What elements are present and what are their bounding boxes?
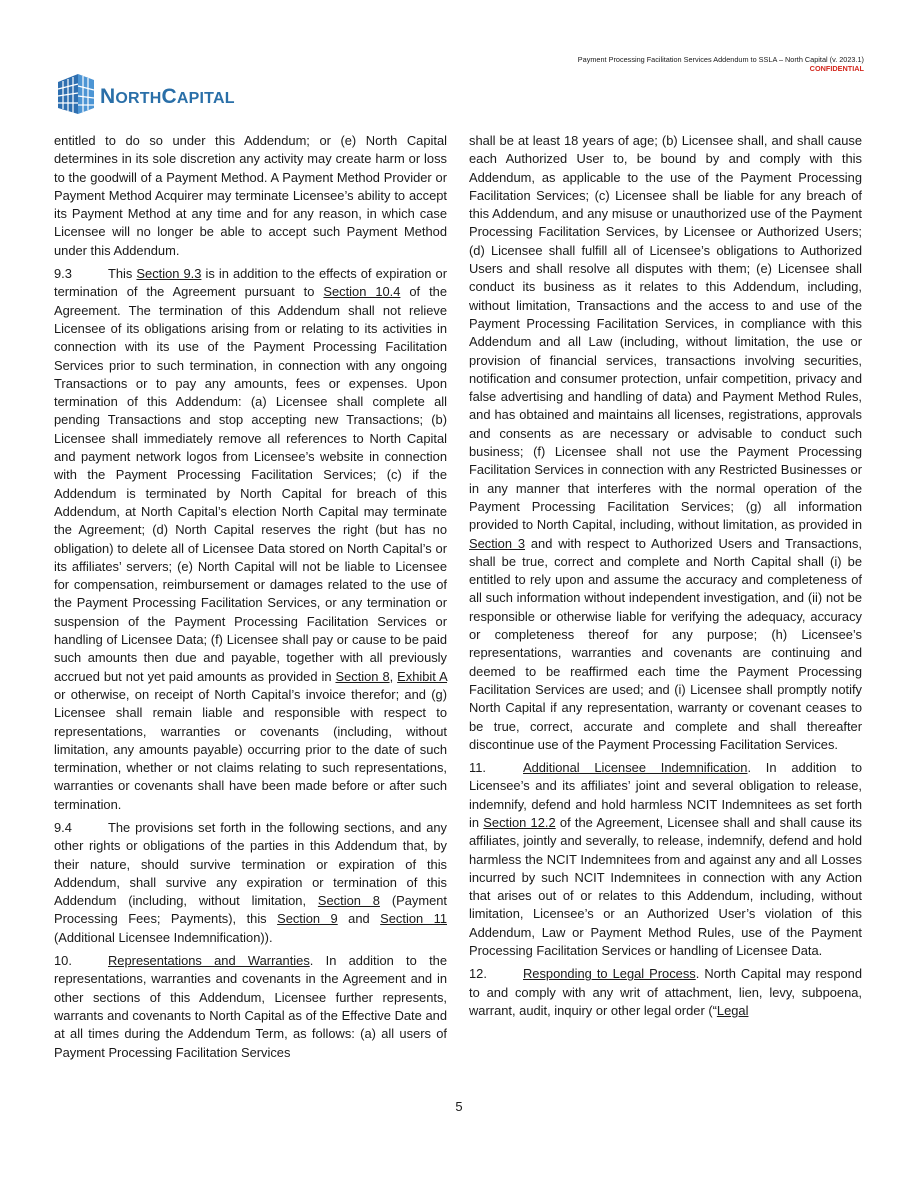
section-number: 9.4: [54, 819, 72, 835]
defined-term: Legal: [716, 1002, 749, 1018]
document-title: Payment Processing Facilitation Services Addendum to SSLA – North Capital (v. 2023.1): [577, 55, 864, 64]
page-header: [578, 55, 864, 73]
section-9-3: 9.3 This Section 9.3 is in addition to the effects of expiration or termination of the Agreement pursuant to Section 10.4 of the Agreement. The termination of this Addendum shall not relieve Licensee of its obligations arising from or relating to its activities in connection with its use of the Payment Processing Facilitation Services prior to such termination, in connection with any ongoing Transactions or to pay any amounts, fees or expenses. Upon termination of this Addendum: (a) Licensee shall complete all pending Transactions and stop accepting new Transactions; (b) Licensee shall immediately remove all references to North Capital and payment network logos from Licensee’s website in connection with the Payment Processing Facilitation Services; (c) if the Addendum is terminated by North Capital for breach of this Addendum, at North Capital’s election North Capital may terminate the Agreement; (d) North Capital reserves the right (but has no obligation) to delete all of Licensee Data stored on North Capital’s or its affiliates’ servers; (e) North Capital will not be liable to Licensee for compensation, reimbursement or damages related to the use of the Payment Processing Facilitation Services, or any termination or suspension of the Payment Processing Facilitation Services or handling of Licensee Data; (f) Licensee shall pay or cause to be paid such amounts then due and payable, together with all previously accrued but not yet paid amounts as provided in Section 8, Exhibit A or otherwise, on receipt of North Capital’s invoice therefor; and (g) Licensee shall remain liable and responsible with respect to representations, warranties or covenants (including, without limitation, any amounts payable) occurring prior to the date of such termination, whether or not claims relating to such representations, warranties or covenants shall have been made before or after such termination.: [54, 266, 448, 812]
section-reference: Section 9.3: [136, 266, 202, 282]
section-reference: Section 12.2: [483, 814, 556, 830]
section-reference: Section 9: [277, 911, 338, 927]
section-reference: Section 3: [469, 535, 526, 551]
section-reference: Section 11: [380, 911, 447, 927]
brand-name: [100, 85, 235, 109]
section-heading: Representations and Warranties: [108, 953, 310, 969]
exhibit-reference: Exhibit A: [397, 668, 448, 684]
brand-c: C: [161, 85, 177, 108]
section-reference: Section 8: [317, 893, 380, 909]
section-11: 11. Additional Licensee Indemnification. In addition to Licensee’s and its affiliates’ joint and several obligation to release, indemnify, defend and hold harmless NCIT Indemnitees as set forth in Section 12.2 of the Agreement, Licensee shall and shall cause its affiliates, jointly and severally, to release, indemnify, defend and hold harmless the NCIT Indemnitees from and against any and all Losses incurred by such NCIT Indemnitees in connection with any Action that arises out of or relates to this Addendum, including, without limitation, Licensee’s or an Authorized User’s violation of this Addendum, Law or Payment Method Rules, use of the Payment Processing Facilitation Services or handling of Licensee Data.: [469, 760, 863, 959]
section-number: 12.: [469, 966, 487, 982]
section-reference: Section 10.4: [323, 284, 401, 300]
section-heading: Additional Licensee Indemnification: [523, 760, 748, 776]
northcapital-logo: [56, 72, 235, 116]
section-10: 10. Representations and Warranties. In addition to the representations, warranties and covenants in the Agreement and in other sections of this Addendum, Licensee further represents, warrants and covenants to North Capital as of the Effective Date and at all times during the Addendum Term, as follows: (a) all users of Payment Processing Facilitation Services: [54, 953, 447, 1060]
section-10-continued: shall be at least 18 years of age; (b) Licensee shall, and shall cause each Authorized User to, be bound by and comply with this Addendum, as applicable to the use of the Payment Processing Facilitation Services; (c) Licensee shall be liable for any breach of this Addendum, and any misuse or unauthorized use of the Payment Processing Facilitation Services, by Licensee or Authorized Users; (d) Licensee shall fulfill all of Licensee’s obligations to Authorized Users and shall resolve all disputes with them; (e) Licensee shall conduct its business as it relates to this Addendum, including, without limitation, Transactions and the access to and use of the Payment Processing Facilitation Services, in compliance with this Addendum and all Law (including, without limitation, the use or provision of financial services, transactions involving securities, notification and consumer protection, unfair competition, privacy and false advertising and handling of data) and Payment Method Rules, and has obtained and maintains all licenses, registrations, approvals and consents as are necessary or advisable to conduct such business; (f) Licensee shall not use the Payment Processing Facilitation Services in connection with any Restricted Businesses or in any manner that interferes with the normal operation of the Payment Processing Facilitation Services; (g) all information provided to North Capital, including, without limitation, as provided in Section 3 and with respect to Authorized Users and Transactions, shall be true, correct and complete and North Capital shall (i) be entitled to rely upon and assume the accuracy and completeness of all such information without independent investigation, and (ii) not be responsible or otherwise liable for verifying the adequacy, accuracy or completeness thereof for any purpose; (h) Licensee’s representations, warranties and covenants are continuing and deemed to be reaffirmed each time the Payment Processing Facilitation Services are used; and (i) Licensee shall promptly notify North Capital if any representation, warranty or covenant ceases to be true, correct, accurate and complete and shall thereafter discontinue use of the Payment Processing Facilitation Services.: [469, 133, 862, 752]
brand-orth: ORTH: [115, 90, 162, 107]
section-12: 12. Responding to Legal Process. North Capital may respond to and comply with any writ of attachment, lien, levy, subpoena, warrant, audit, inquiry or other legal order (“Legal: [469, 966, 862, 1018]
brand-apital: APITAL: [176, 90, 235, 107]
left-column: [54, 132, 447, 1067]
page-number: 5: [455, 1099, 463, 1114]
brand-n: N: [100, 85, 116, 108]
section-9-4: 9.4 The provisions set forth in the following sections, and any other rights or obligations of the parties in this Addendum that, by their nature, should survive termination or expiration of this Addendum, shall survive any expiration or termination of this Addendum (including, without limitation, Section 8 (Payment Processing Fees; Payments), this Section 9 and Section 11 (Additional Licensee Indemnification)).: [54, 819, 447, 945]
section-number: 10.: [54, 953, 72, 969]
section-number: 9.3: [54, 266, 72, 282]
section-reference: Section 8: [335, 668, 390, 684]
confidential-label: CONFIDENTIAL: [809, 64, 864, 73]
section-number: 11.: [469, 760, 486, 776]
section-heading: Responding to Legal Process: [523, 966, 696, 982]
right-column: [469, 132, 862, 1025]
paragraph-continued: entitled to do so under this Addendum; or (e) North Capital determines in its sole discretion any activity may create harm or loss to the goodwill of a Payment Method. A Payment Method Provider or Payment Method Acquirer may terminate Licensee’s ability to accept its Payment Method at any time and for any reason, in which case Licensee will no longer be able to accept such Payment Method under this Addendum.: [54, 133, 447, 258]
building-logo-icon: [56, 72, 96, 116]
